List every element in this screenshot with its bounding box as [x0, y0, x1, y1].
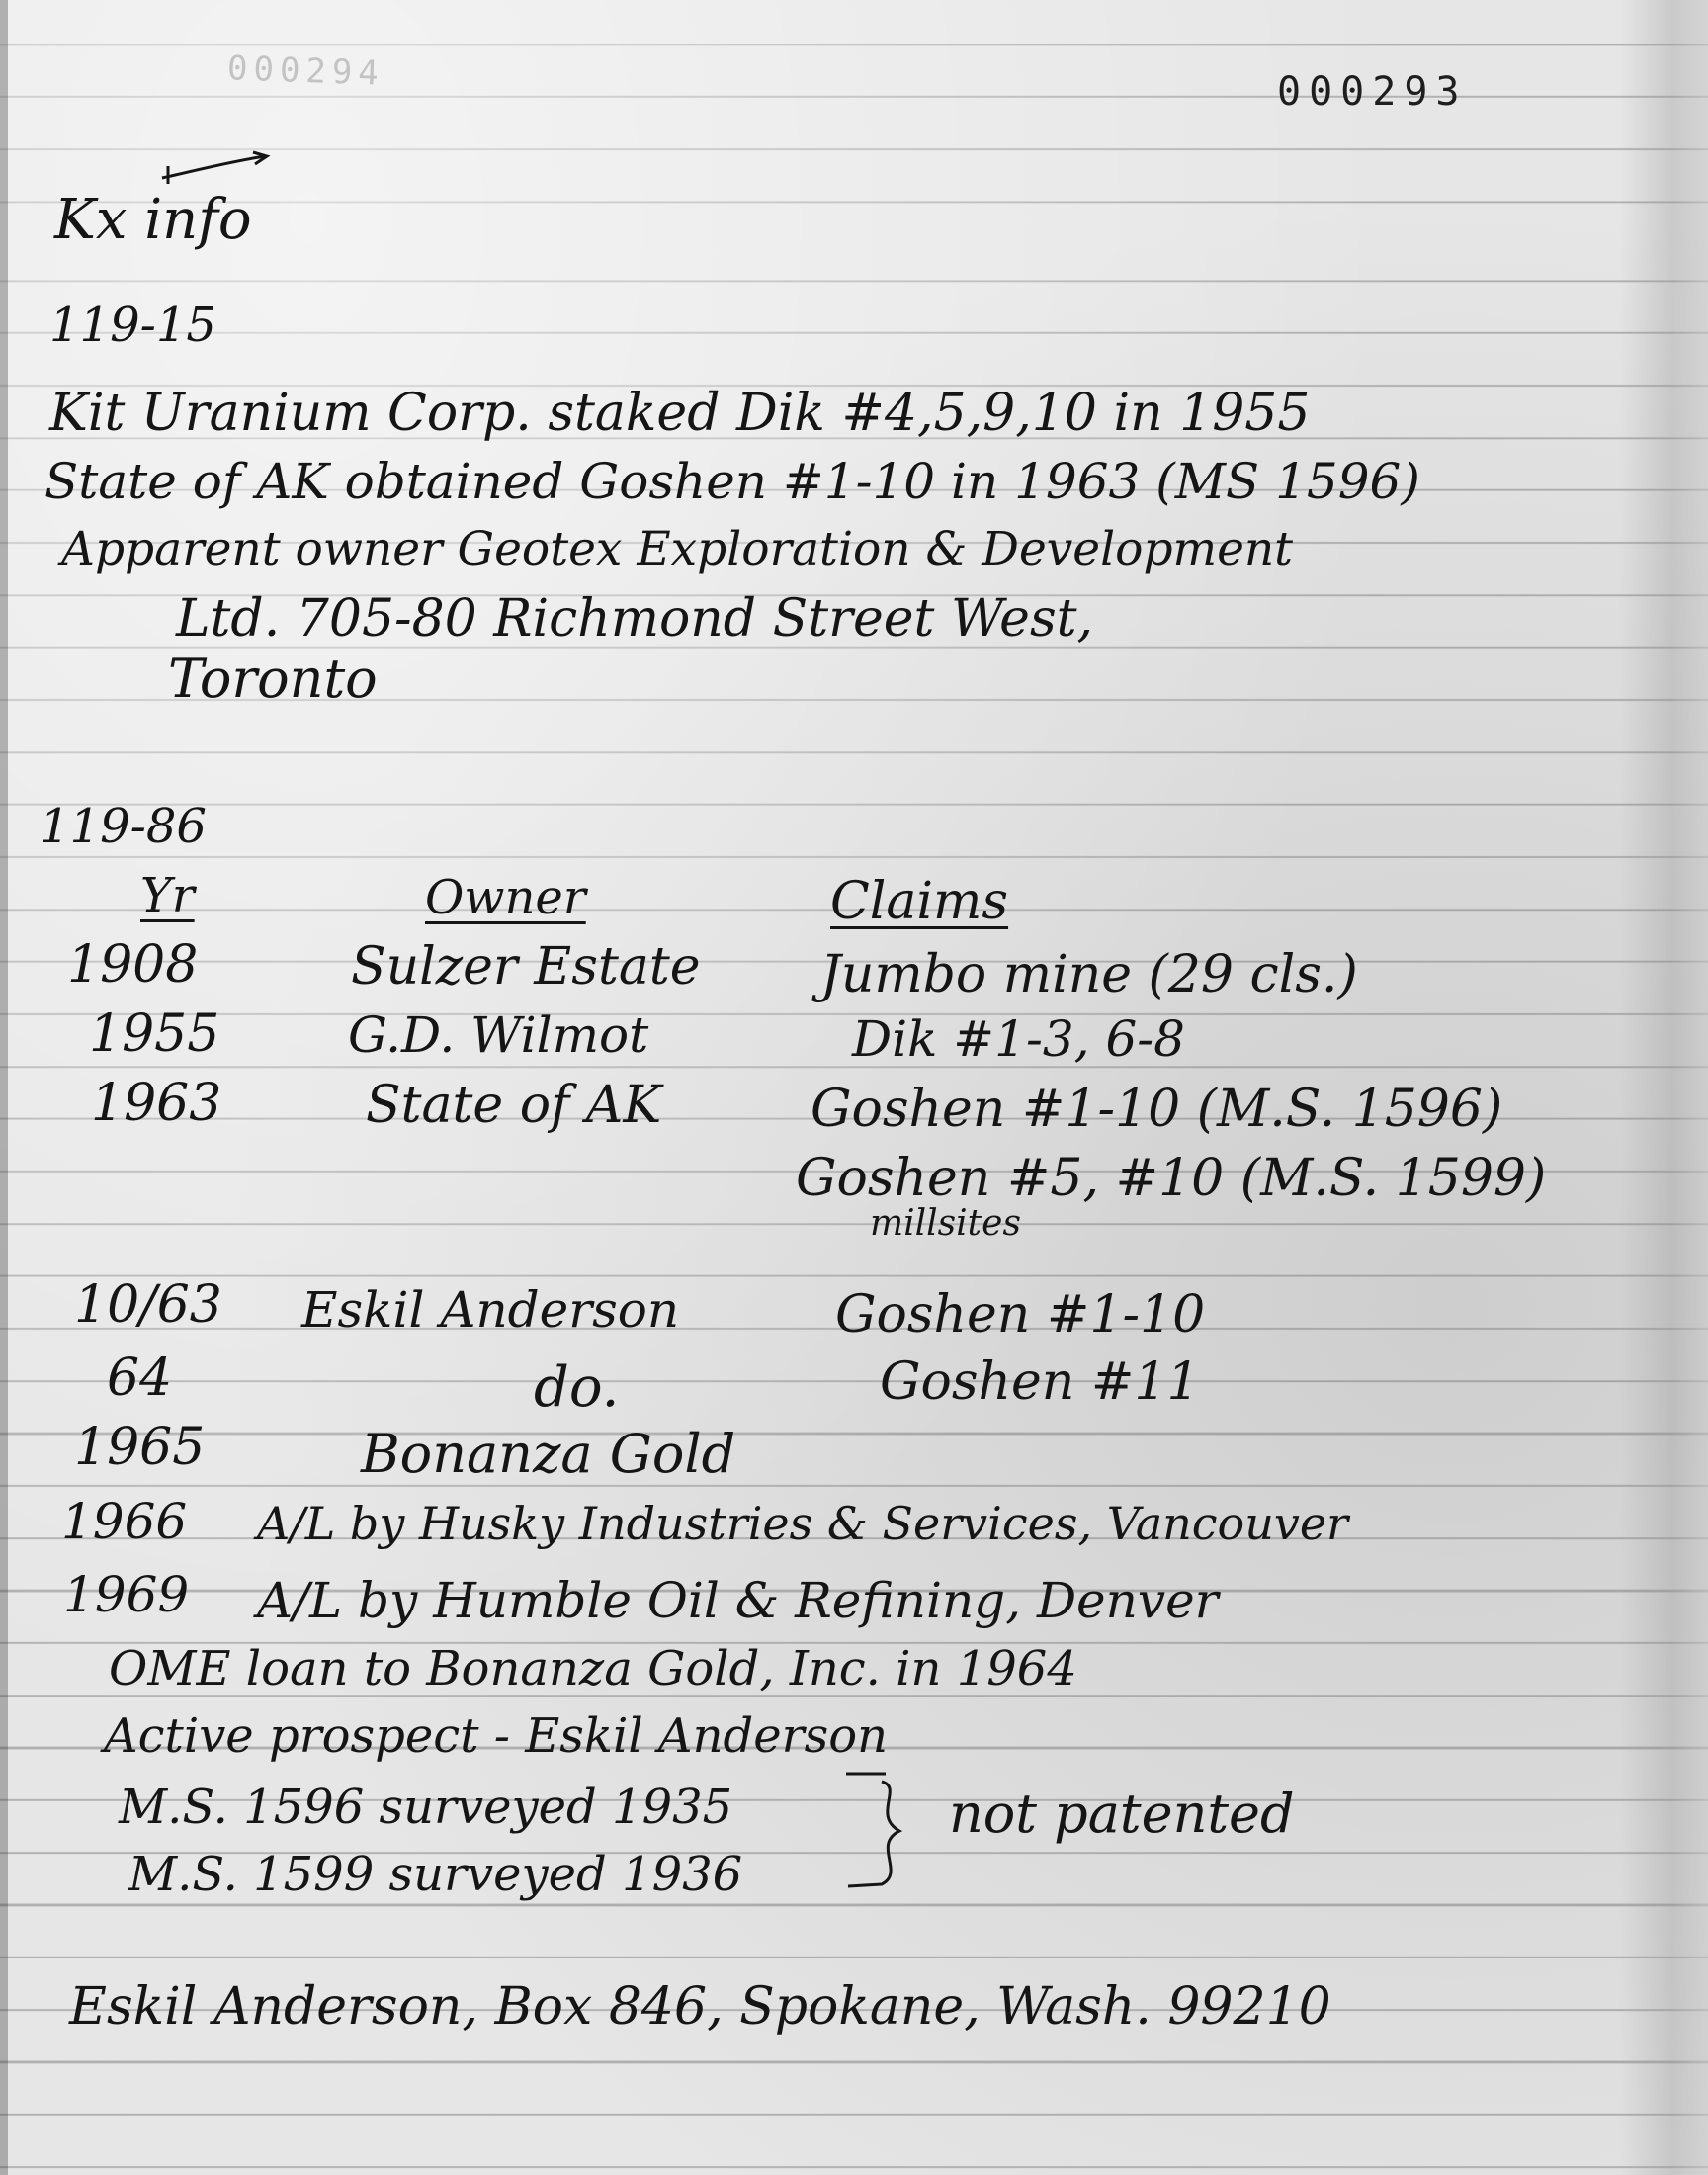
lease-2-year: 1969 — [63, 1566, 190, 1623]
row-3-claims: Goshen #1-10 (M.S. 1596) — [811, 1080, 1503, 1139]
section-1-line-3: Apparent owner Geotex Exploration & Development — [61, 522, 1294, 576]
section-1-id: 119-15 — [49, 298, 216, 353]
note-2: Active prospect - Eskil Anderson — [104, 1708, 889, 1764]
row-4-sub: millsites — [870, 1203, 1021, 1244]
section-1-line-5: Toronto — [168, 648, 378, 710]
heading: Kx info — [54, 188, 252, 252]
survey-note: not patented — [949, 1783, 1295, 1845]
column-header-owner: Owner — [425, 870, 586, 925]
survey-1: M.S. 1596 surveyed 1935 — [119, 1780, 733, 1835]
row-6-owner: do. — [534, 1355, 620, 1420]
row-5-claims: Goshen #1-10 — [835, 1285, 1206, 1345]
page-edge-shadow — [0, 0, 8, 2175]
row-4-claims: Goshen #5, #10 (M.S. 1599) — [796, 1149, 1547, 1208]
section-2-id: 119-86 — [40, 799, 207, 854]
arrow-mark-icon — [158, 148, 277, 188]
row-6-year: 64 — [107, 1348, 173, 1408]
section-1-line-1: Kit Uranium Corp. staked Dik #4,5,9,10 in 1955 — [49, 384, 1311, 443]
column-header-year: Yr — [140, 868, 195, 923]
row-2-owner: G.D. Wilmot — [348, 1006, 649, 1064]
row-7-owner: Bonanza Gold — [361, 1423, 736, 1485]
row-1-claims: Jumbo mine (29 cls.) — [820, 945, 1358, 1004]
scan-edge-shading — [1619, 0, 1708, 2175]
page-number: 000293 — [1277, 69, 1468, 115]
lease-1-text: A/L by Husky Industries & Services, Vancouver — [257, 1497, 1349, 1550]
row-2-year: 1955 — [89, 1004, 220, 1064]
survey-2: M.S. 1599 surveyed 1936 — [128, 1847, 743, 1902]
section-1-line-4: Ltd. 705-80 Richmond Street West, — [176, 589, 1094, 649]
address: Eskil Anderson, Box 846, Spokane, Wash. 99210 — [69, 1977, 1331, 2037]
ghost-page-stamp: 000294 — [226, 48, 385, 94]
brace-icon — [842, 1770, 921, 1898]
lease-1-year: 1966 — [61, 1493, 188, 1550]
row-6-claims: Goshen #11 — [880, 1352, 1200, 1412]
row-2-claims: Dik #1-3, 6-8 — [852, 1010, 1185, 1068]
note-1: OME loan to Bonanza Gold, Inc. in 1964 — [109, 1641, 1077, 1696]
row-5-year: 10/63 — [74, 1275, 222, 1335]
row-5-owner: Eskil Anderson — [301, 1281, 680, 1339]
lease-2-text: A/L by Humble Oil & Refining, Denver — [257, 1572, 1219, 1629]
row-1-year: 1908 — [67, 935, 199, 995]
row-7-year: 1965 — [74, 1418, 206, 1477]
row-1-owner: Sulzer Estate — [351, 937, 701, 997]
column-header-claims: Claims — [830, 872, 1009, 931]
row-3-owner: State of AK — [366, 1076, 662, 1135]
row-3-year: 1963 — [91, 1074, 222, 1133]
section-1-line-2: State of AK obtained Goshen #1-10 in 1963 (MS 1596) — [44, 453, 1420, 510]
